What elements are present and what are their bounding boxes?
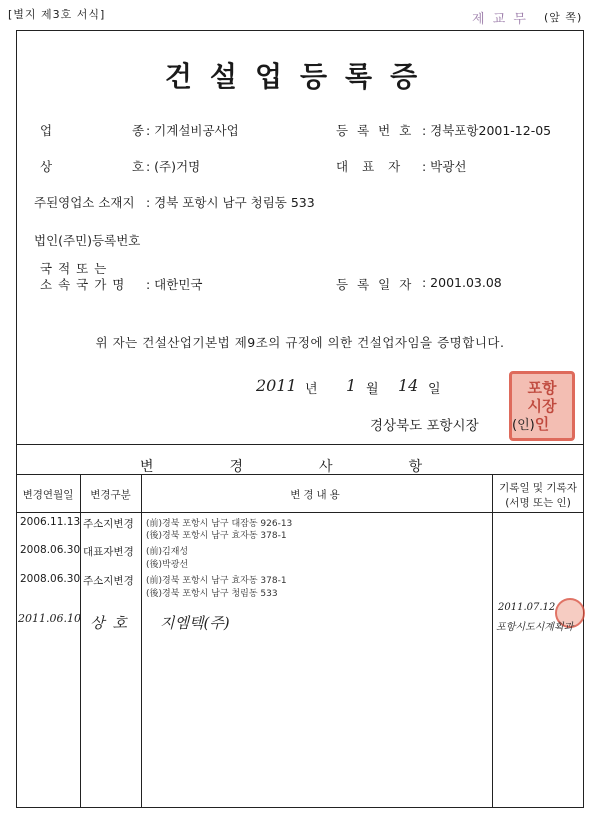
row4-type: 상호 xyxy=(90,614,135,632)
business-type-label-2: 종 xyxy=(132,123,145,138)
table-col-line-2 xyxy=(141,474,142,808)
issue-year: 2011 xyxy=(256,376,297,395)
issue-month-unit: 월 xyxy=(366,382,379,397)
row4-content: 지엠텍(주) xyxy=(160,614,230,632)
col-header-type: 변경구분 xyxy=(90,489,131,501)
registration-number-value: : 경북포항2001-12-05 xyxy=(422,123,552,138)
certificate-title: 건설업등록증 xyxy=(164,60,436,93)
row1-content-before: (前)경북 포항시 남구 대잠동 926-13 xyxy=(146,519,293,529)
certificate-border xyxy=(16,30,584,808)
col-header-content: 변경내용 xyxy=(290,489,343,501)
row4-record-date: 2011.07.12 xyxy=(498,602,556,613)
registration-date-value: : 2001.03.08 xyxy=(422,275,502,290)
row4-date: 2011.06.10 xyxy=(18,612,81,625)
row4-record-by: 포항시도시계획과 xyxy=(496,622,574,633)
nationality-value: : 대한민국 xyxy=(146,277,203,292)
issue-day: 14 xyxy=(398,376,419,395)
company-name-value: : (주)거명 xyxy=(146,159,201,174)
issuer-name: 경상북도 포항시장 xyxy=(370,418,479,434)
row1-type: 주소지변경 xyxy=(83,518,134,530)
row1-content-after: (後)경북 포항시 남구 효자동 378-1 xyxy=(146,531,287,541)
registration-number-label: 등록번호 xyxy=(336,123,421,138)
issuer-seal-mark: (인) xyxy=(512,418,535,433)
changes-title: 변경사항 xyxy=(140,459,499,475)
official-seal: 포항시장인 xyxy=(509,371,575,441)
table-header-line xyxy=(16,512,584,513)
row2-content-after: (後)박광선 xyxy=(146,560,189,570)
form-number: [별지 제3호 서식] xyxy=(8,8,106,21)
corp-number-label: 법인(주민)등록번호 xyxy=(34,233,141,248)
business-type-value: : 기계설비공사업 xyxy=(146,123,239,138)
table-top-line xyxy=(16,444,584,445)
page-side-label: (앞 쪽) xyxy=(544,11,583,24)
row3-date: 2008.06.30 xyxy=(20,573,81,585)
col-header-record-line1: 기록일 및 기록자 xyxy=(499,482,577,494)
row3-type: 주소지변경 xyxy=(83,575,134,587)
col-header-date: 변경연월일 xyxy=(22,489,74,501)
main-office-value: : 경북 포항시 남구 청림동 533 xyxy=(146,195,315,210)
table-col-line-3 xyxy=(492,474,493,808)
registration-date-label: 등록일자 xyxy=(336,277,421,292)
company-name-label: 상 xyxy=(40,159,53,174)
business-type-label: 업 xyxy=(40,123,53,138)
certification-statement: 위 자는 건설산업기본법 제9조의 규정에 의한 건설업자임을 증명합니다. xyxy=(95,335,505,350)
issue-month: 1 xyxy=(346,376,357,395)
row2-type: 대표자변경 xyxy=(83,546,134,558)
row2-date: 2008.06.30 xyxy=(20,544,81,556)
received-stamp: 제 교 무 xyxy=(472,12,528,27)
nationality-label-line2: 소속국가명 xyxy=(40,277,131,292)
table-col-line-1 xyxy=(80,474,81,808)
representative-value: : 박광선 xyxy=(422,159,467,174)
issue-year-unit: 년 xyxy=(305,382,318,397)
issue-day-unit: 일 xyxy=(428,382,441,397)
nationality-label-line1: 국적또는 xyxy=(40,261,113,276)
company-name-label-2: 호 xyxy=(132,159,145,174)
main-office-label: 주된영업소 소재지 xyxy=(34,195,135,210)
row3-content-before: (前)경북 포항시 남구 효자동 378-1 xyxy=(146,576,287,586)
row1-date: 2006.11.13 xyxy=(20,516,81,528)
col-header-record-line2: (서명 또는 인) xyxy=(505,497,571,509)
row2-content-before: (前)김재성 xyxy=(146,547,189,557)
representative-label: 대표자 xyxy=(336,159,415,174)
row3-content-after: (後)경북 포항시 남구 청림동 533 xyxy=(146,589,278,599)
